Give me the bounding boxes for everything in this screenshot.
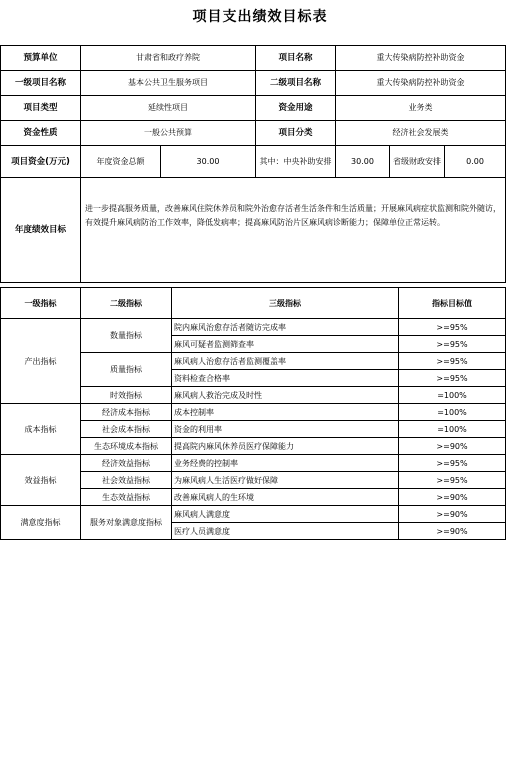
- level2-indicator: 社会成本指标: [81, 421, 172, 438]
- budget-unit-value: 甘肃省和政疗养院: [81, 46, 256, 71]
- level3-indicator: 业务经费的控制率: [172, 455, 399, 472]
- level3-indicator: 资料检查合格率: [172, 370, 399, 387]
- project-category-value: 经济社会发展类: [336, 121, 506, 146]
- level2-indicator: 经济成本指标: [81, 404, 172, 421]
- central-label: 其中：中央补助安排: [256, 146, 336, 178]
- project-name-label: 项目名称: [256, 46, 336, 71]
- first-level-name-value: 基本公共卫生服务项目: [81, 71, 256, 96]
- level2-indicator: 数量指标: [81, 319, 172, 353]
- second-level-name-value: 重大传染病防控补助资金: [336, 71, 506, 96]
- level3-indicator: 麻风可疑者监测筛查率: [172, 336, 399, 353]
- level1-indicator: 满意度指标: [1, 506, 81, 540]
- level3-indicator: 麻风病人救治完成及时性: [172, 387, 399, 404]
- goal-label: 年度绩效目标: [1, 178, 81, 283]
- level3-header: 三级指标: [172, 288, 399, 319]
- fund-use-label: 资金用途: [256, 96, 336, 121]
- project-type-value: 延续性项目: [81, 96, 256, 121]
- level1-indicator: 成本指标: [1, 404, 81, 455]
- target-value: >=95%: [399, 455, 506, 472]
- target-header: 指标目标值: [399, 288, 506, 319]
- indicator-row: [1, 506, 506, 523]
- level3-indicator: 提高院内麻风休养员医疗保障能力: [172, 438, 399, 455]
- fund-nature-label: 资金性质: [1, 121, 81, 146]
- level3-indicator: 改善麻风病人的生环境: [172, 489, 399, 506]
- target-value: >=90%: [399, 506, 506, 523]
- level2-header: 二级指标: [81, 288, 172, 319]
- level2-indicator: 质量指标: [81, 353, 172, 387]
- target-value: >=95%: [399, 370, 506, 387]
- fund-use-value: 业务类: [336, 96, 506, 121]
- level3-indicator: 院内麻风治愈存活者随访完成率: [172, 319, 399, 336]
- level3-indicator: 资金的利用率: [172, 421, 399, 438]
- level2-indicator: 生态效益指标: [81, 489, 172, 506]
- level2-indicator: 服务对象满意度指标: [81, 506, 172, 540]
- target-value: >=90%: [399, 523, 506, 540]
- project-category-label: 项目分类: [256, 121, 336, 146]
- target-value: =100%: [399, 404, 506, 421]
- annual-total-label: 年度资金总额: [81, 146, 161, 178]
- level3-indicator: 医疗人员满意度: [172, 523, 399, 540]
- target-value: >=95%: [399, 472, 506, 489]
- level2-indicator: 生态环境成本指标: [81, 438, 172, 455]
- fund-nature-value: 一般公共预算: [81, 121, 256, 146]
- target-value: >=95%: [399, 336, 506, 353]
- target-value: >=95%: [399, 319, 506, 336]
- provincial-label: 省级财政安排: [390, 146, 445, 178]
- level3-indicator: 麻风病人满意度: [172, 506, 399, 523]
- level2-indicator: 社会效益指标: [81, 472, 172, 489]
- level2-indicator: 时效指标: [81, 387, 172, 404]
- indicator-row: [1, 319, 506, 336]
- level3-indicator: 为麻风病人生活医疗做好保障: [172, 472, 399, 489]
- level1-indicator: 效益指标: [1, 455, 81, 506]
- central-value: 30.00: [336, 146, 390, 178]
- annual-total-value: 30.00: [161, 146, 256, 178]
- project-type-label: 项目类型: [1, 96, 81, 121]
- second-level-name-label: 二级项目名称: [256, 71, 336, 96]
- indicator-table: [0, 287, 506, 540]
- fund-label: 项目资金(万元): [1, 146, 81, 178]
- provincial-value: 0.00: [445, 146, 506, 178]
- indicator-row: [1, 455, 506, 472]
- target-value: =100%: [399, 387, 506, 404]
- target-value: >=90%: [399, 489, 506, 506]
- level1-header: 一级指标: [1, 288, 81, 319]
- target-value: =100%: [399, 421, 506, 438]
- budget-unit-label: 预算单位: [1, 46, 81, 71]
- level3-indicator: 麻风病人治愈存活者监测覆盖率: [172, 353, 399, 370]
- first-level-name-label: 一级项目名称: [1, 71, 81, 96]
- level2-indicator: 经济效益指标: [81, 455, 172, 472]
- level1-indicator: 产出指标: [1, 319, 81, 404]
- goal-text: 进一步提高服务质量，改善麻风住院休养员和院外治愈存活者生活条件和生活质量；开展麻风病症状监测和院外随访，有效提升麻风病防治工作效率，降低发病率；提高麻风防治片区麻风病诊断能力；保障单位正常运转。: [81, 178, 506, 283]
- page-title: 项目支出绩效目标表: [192, 9, 328, 25]
- indicator-row: [1, 404, 506, 421]
- indicator-header-row: [1, 288, 506, 319]
- target-value: >=90%: [399, 438, 506, 455]
- project-info-table: [0, 45, 506, 283]
- project-name-value: 重大传染病防控补助资金: [336, 46, 506, 71]
- target-value: >=95%: [399, 353, 506, 370]
- level3-indicator: 成本控制率: [172, 404, 399, 421]
